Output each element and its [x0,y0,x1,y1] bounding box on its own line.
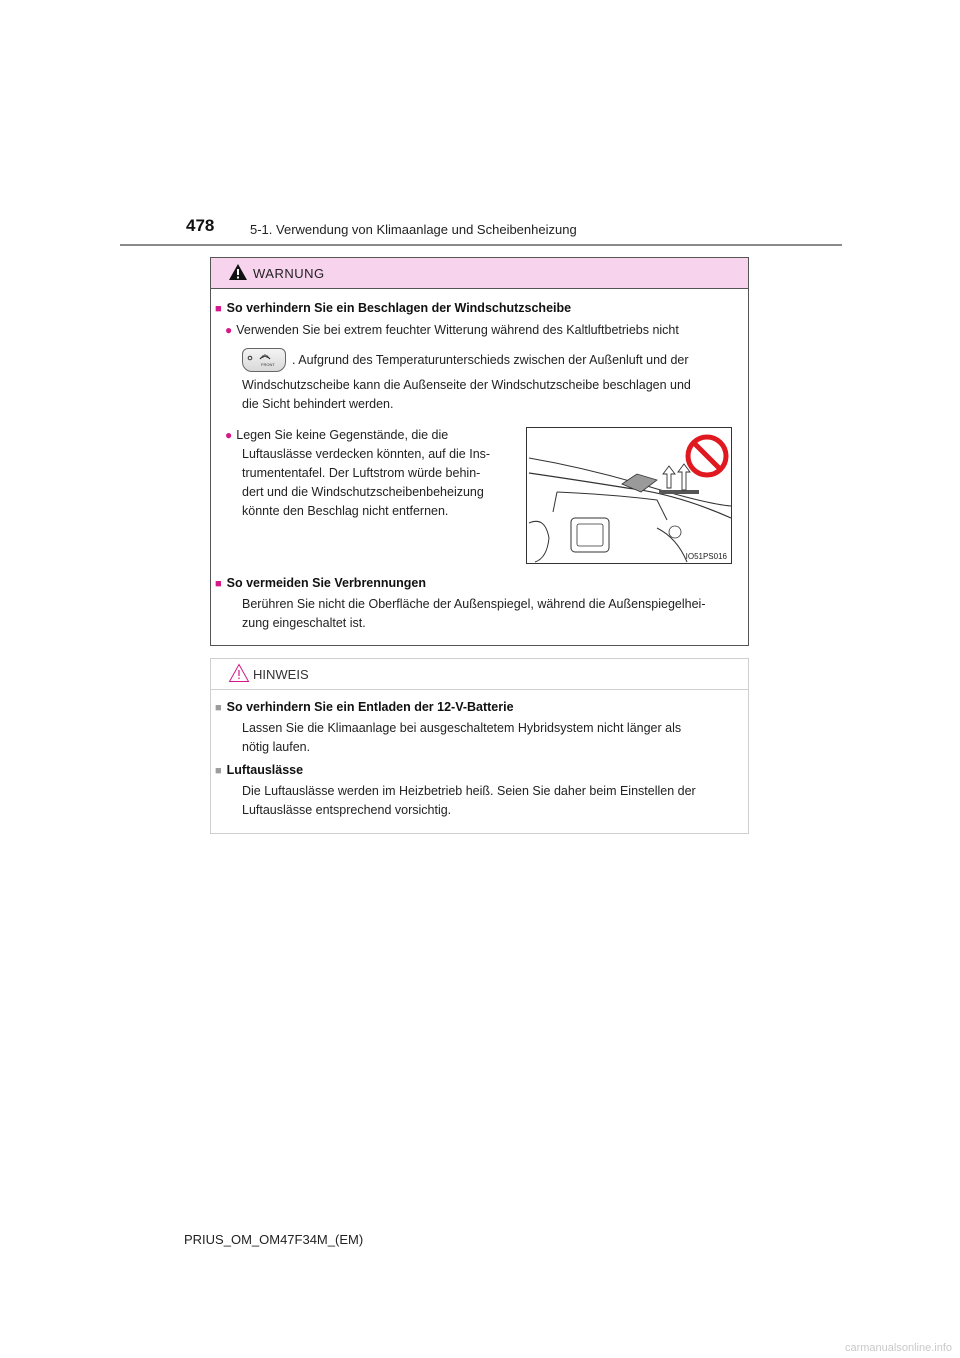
text-line: trumententafel. Der Luftstrom würde behin- [242,466,481,480]
note-title: HINWEIS [253,667,309,682]
note-heading-battery: ■ So verhindern Sie ein Entladen der 12-V-Batterie [215,700,514,714]
button-caption: FRONT [261,362,275,367]
square-bullet-icon: ■ [215,765,222,777]
dashboard-illustration [526,427,732,564]
watermark: carmanualsonline.info [844,1342,952,1354]
warning-bullet-line: die Sicht behindert werden. [242,397,394,411]
page-number: 478 [186,216,215,235]
warning-bullet-line: Windschutzscheibe kann die Außenseite der Windschutzscheibe beschlagen und [242,378,691,392]
note-battery-body [242,719,744,757]
round-bullet-icon: ● [225,323,233,337]
text-line: könnte den Beschlag nicht entfernen. [242,504,449,518]
note-box [210,658,749,834]
warning-header [211,258,748,289]
warning-bullet-line: ● Verwenden Sie bei extrem feuchter Witterung während des Kaltluftbetriebs nicht [225,323,679,337]
warning-burns-body [242,595,744,633]
footer-model-code: PRIUS_OM_OM47F34M_(EM) [184,1232,364,1247]
square-bullet-icon: ■ [215,578,222,590]
section-title: 5-1. Verwendung von Klimaanlage und Scheibenheizung [250,222,577,237]
text-line: Luftauslässe entsprechend vorsichtig. [242,803,452,817]
text-line: Lassen Sie die Klimaanlage bei ausgeschaltetem Hybridsystem nicht länger als [242,721,682,735]
text-line: ● Legen Sie keine Gegenstände, die die [225,428,449,442]
dashboard-drawing [527,428,731,563]
text-line: Die Luftauslässe werden im Heizbetrieb heiß. Seien Sie daher beim Einstellen der [242,784,696,798]
text-line: Berühren Sie nicht die Oberfläche der Außenspiegel, während die Außenspiegelhei- [242,597,706,611]
square-bullet-icon: ■ [215,702,222,714]
front-defroster-button-icon [242,348,286,372]
square-bullet-icon: ■ [215,303,222,315]
illustration-code: IO51PS016 [685,552,727,561]
text-line: nötig laufen. [242,740,311,754]
text-line: Luftauslässe verdecken könnten, auf die Ins- [242,447,491,461]
round-bullet-icon: ● [225,428,233,442]
note-header [211,659,748,690]
note-heading-vents: ■ Luftauslässe [215,763,304,777]
caution-outline-icon [228,663,250,683]
warning-bullet-line: FRONT . Aufgrund des Temperaturunterschieds zwischen der Außenluft und der [242,348,744,372]
warning-icon [228,263,248,281]
warning-heading-fog: ■ So verhindern Sie ein Beschlagen der Windschutzscheibe [215,301,572,315]
note-vents-body [242,782,744,820]
text-line: dert und die Windschutzscheibenbeheizung [242,485,484,499]
text-line: zung eingeschaltet ist. [242,616,366,630]
warning-heading-burns: ■ So vermeiden Sie Verbrennungen [215,576,427,590]
warning-box [210,257,749,646]
warning-title: WARNUNG [253,266,325,281]
header-divider [120,244,842,246]
warning-bullet-vents [225,426,515,521]
